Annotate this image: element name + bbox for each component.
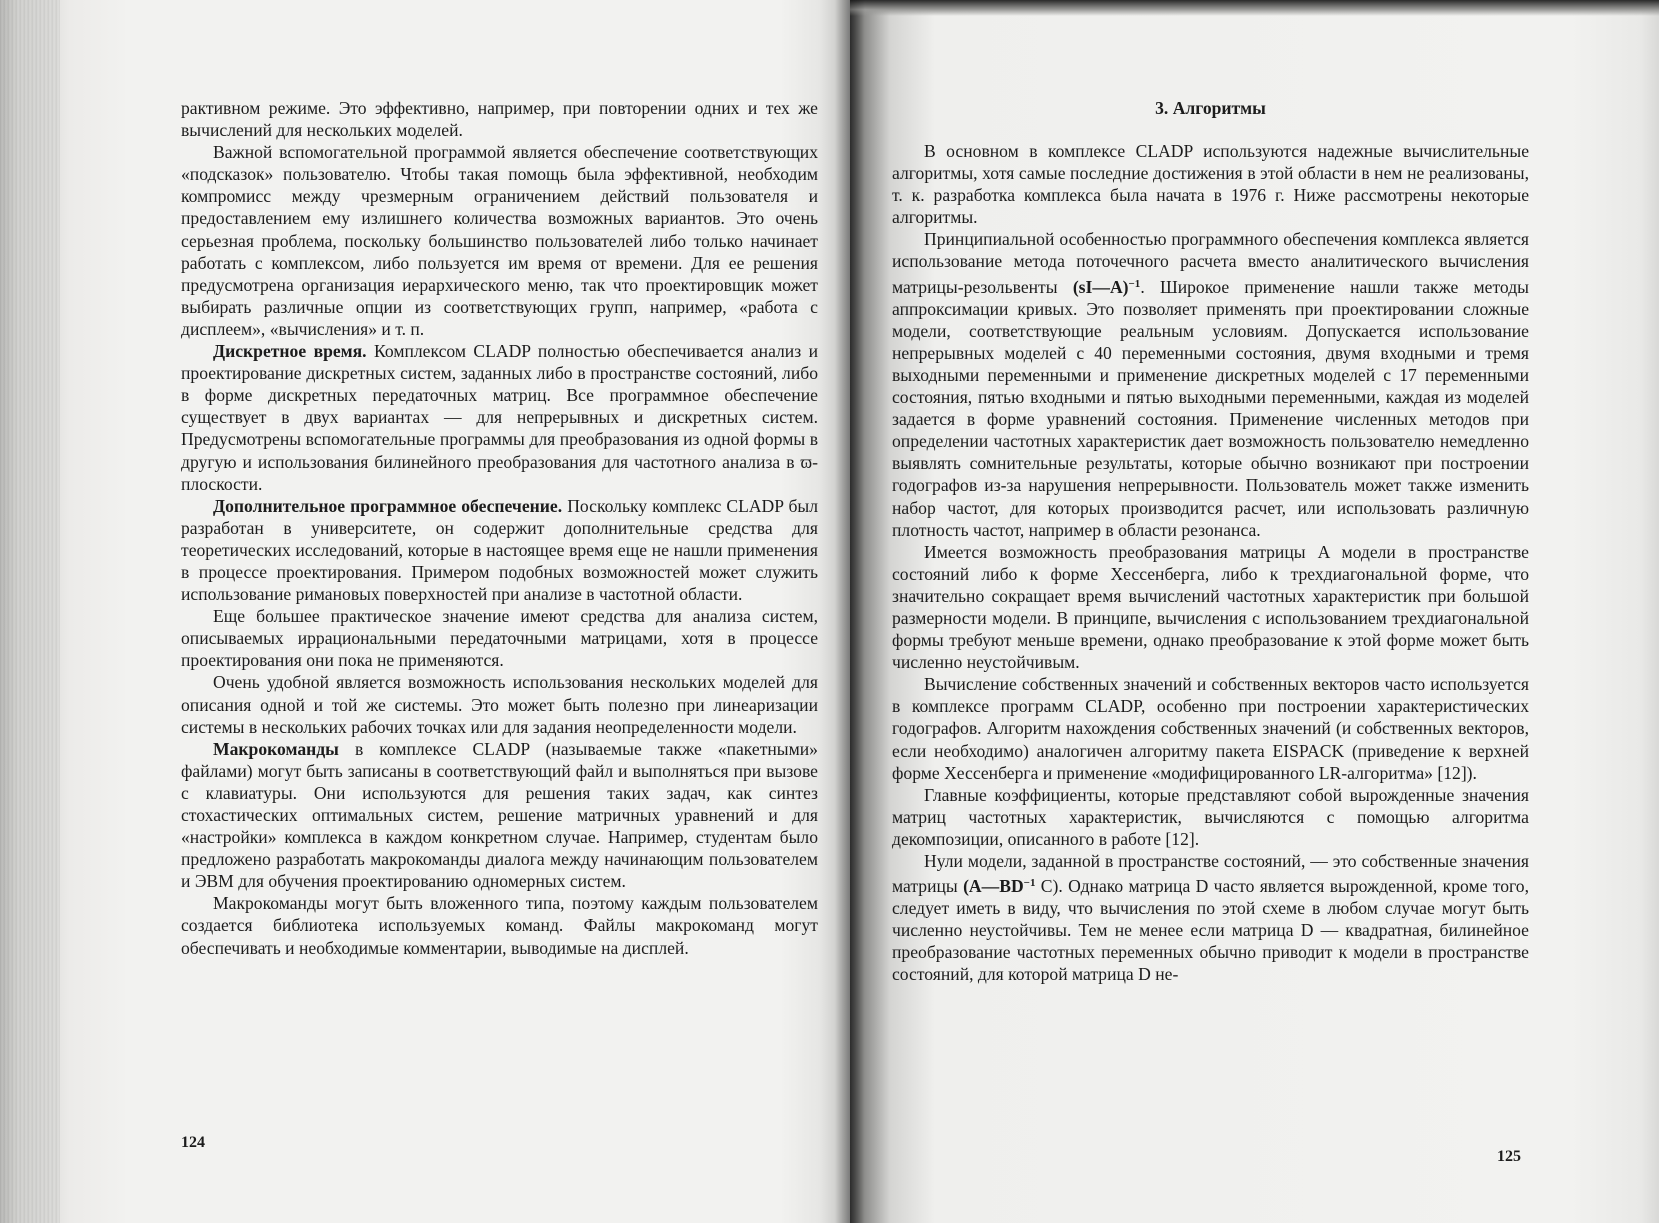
page-number-left: 124 xyxy=(181,1134,205,1151)
paragraph: Макрокоманды могут быть вложенного типа, поэтому каждым пользователем создается библиотека используемых команд. Файлы макрокоманд могут обеспечивать и необходимые комментарии, выводимые на дисплей. xyxy=(181,893,818,958)
paragraph: Нули модели, заданной в пространстве состояний, — это собственные значения матрицы ($A—BD^{-1}$ C). Однако матрица D часто является вырожденной, кроме того, следует иметь в виду, что вычисления по этой схеме в любом случае могут быть численно неустойчивы. Тем не менее если матрица D — квадратная, билинейное преобразование частотных переменных обычно приводит к модели в пространстве состояний, для которой матрица D не- xyxy=(892,851,1529,985)
paragraph: Очень удобной является возможность использования нескольких моделей для описания одной и той же системы. Это может быть полезно при линеаризации системы в нескольких рабочих точках или для задания неопределенности модели. xyxy=(181,672,818,737)
paragraph: Еще большее практическое значение имеют средства для анализа систем, описываемых иррациональными передаточными матрицами, хотя в процессе проектирования они пока не применяются. xyxy=(181,606,818,671)
formula: (sI—A)$^{-1}$ xyxy=(1072,276,1141,297)
paragraph: В основном в комплексе CLADP используются надежные вычислительные алгоритмы, хотя самые последние достижения в этой области в нем не реализованы, т. к. разработка комплекса была начата в 1976 г. Ниже рассмотрены некоторые алгоритмы. xyxy=(892,141,1529,228)
page-edges xyxy=(0,0,60,1223)
page-number-right: 125 xyxy=(1497,1148,1521,1165)
paragraph-heading: Дополнительное программное обеспечение. xyxy=(213,495,563,516)
section-title: 3. Алгоритмы xyxy=(1155,98,1266,118)
left-page-text xyxy=(181,97,818,959)
paragraph: Макрокоманды в комплексе CLADP (называемые также «пакетными» файлами) могут быть записаны в соответствующий файл и выполняться при вызове с клавиатуры. Они используются для решения таких задач, как синтез стохастических оптимальных систем, решение матричных уравнений и для «настройки» комплекса в каждом конкретном случае. Например, студентам было предложено разработать макрокоманды диалога между начинающим пользователем и ЭВМ для обучения проектированию одномерных систем. xyxy=(181,738,818,892)
paragraph: Имеется возможность преобразования матрицы A модели в пространстве состояний либо к форме Хессенберга, либо к трехдиагональной форме, что значительно сокращает время вычислений частотных характеристик при большой размерности модели. В принципе, вычисления с использованием трехдиагональной формы требуют меньше времени, однако преобразование к этой форме может быть численно неустойчивым. xyxy=(892,541,1529,673)
paragraph: рактивном режиме. Это эффективно, например, при повторении одних и тех же вычислений для нескольких моделей. xyxy=(181,98,818,141)
paragraph: Вычисление собственных значений и собственных векторов часто используется в комплексе программ CLADP, особенно при построении характеристических годографов. Алгоритм нахождения собственных значений (и собственных векторов, если необходимо) аналогичен алгоритму пакета EISPACK (приведение к верхней форме Хессенберга и применение «модифицированного LR-алгоритма» [12]). xyxy=(892,674,1529,783)
formula: ($A—BD^{-1}$ xyxy=(963,876,1036,897)
paragraph: Важной вспомогательной программой является обеспечение соответствующих «подсказок» пользователю. Чтобы такая помощь была эффективной, необходим компромисс между чрезмерным ограничением действий пользователя и предоставлением ему излишнего количества возможных вариантов. Это очень серьезная проблема, поскольку большинство пользователей либо только начинает работать с комплексом, либо пользуется им время от времени. Для ее решения предусмотрена организация иерархического меню, так что проектировщик может выбирать различные опции из соответствующих групп, например, «работа с дисплеем», «вычисления» и т. п. xyxy=(181,142,818,339)
gutter-shadow xyxy=(835,0,865,1223)
paragraph: Дополнительное программное обеспечение. Поскольку комплекс CLADP был разработан в университете, он содержит дополнительные средства для теоретических исследований, которые в настоящее время еще не нашли применения в процессе проектирования. Примером подобных возможностей может служить использование римановых поверхностей при анализе в частотной области. xyxy=(181,495,818,605)
paragraph: Дискретное время. Комплексом CLADP полностью обеспечивается анализ и проектирование дискретных систем, заданных либо в пространстве состояний, либо в форме дискретных передаточных матриц. Все программное обеспечение существует в двух вариантах — для непрерывных и дискретных систем. Предусмотрены вспомогательные программы для преобразования из одной формы в другую и использования билинейного преобразования для частотного анализа в ϖ-плоскости. xyxy=(181,341,818,494)
top-shadow xyxy=(850,0,1659,16)
paragraph: Принципиальной особенностью программного обеспечения комплекса является использование метода поточечного расчета вместо аналитического вычисления матрицы-резольвенты (sI—A)$^{-1}$. Широкое применение нашли также методы аппроксимации кривых. Это позволяет применять при проектировании сложные модели, соответствующие реальным условиям. Допускается использование непрерывных моделей с 40 переменными состояния, двумя входными и тремя выходными переменными и применение дискретных моделей с 17 переменными состояния, пятью входными и пятью выходными переменными, каждая из моделей задается в форме уравнений состояния. Применение численных методов при определении частотных характеристик дает возможность пользователю немедленно выявлять сомнительные результаты, которые обычно возникают при построении годографов из-за нарушения непрерывности. Пользователь может также изменить набор частот, для которых производится расчет, или использовать различную плотность частот, например в области резонанса. xyxy=(892,229,1529,540)
paragraph-heading: Макрокоманды xyxy=(213,738,339,759)
paragraph: Главные коэффициенты, которые представляют собой вырожденные значения матриц частотных характеристик, вычисляются с помощью алгоритма декомпозиции, описанного в работе [12]. xyxy=(892,784,1529,849)
right-page-text xyxy=(892,140,1529,986)
paragraph-heading: Дискретное время. xyxy=(213,341,367,362)
